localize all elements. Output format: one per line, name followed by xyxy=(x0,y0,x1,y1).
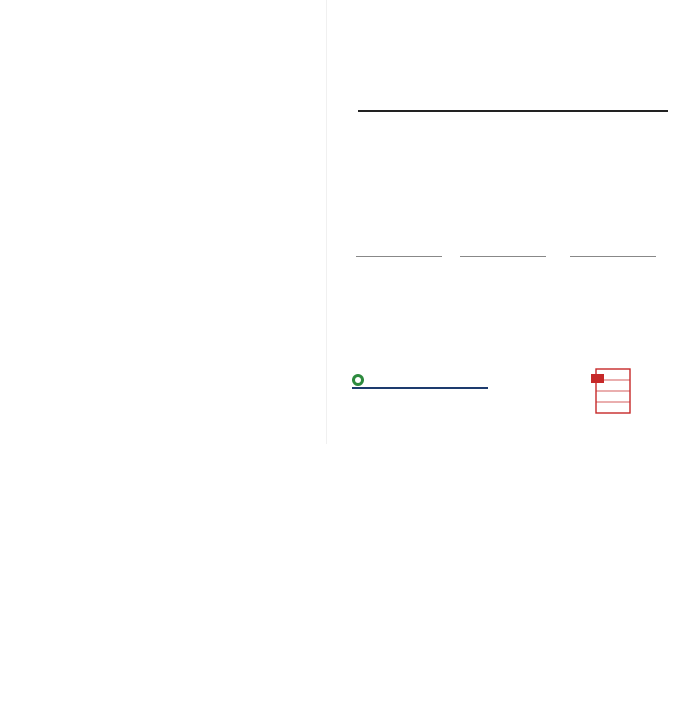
nzclta-logo xyxy=(588,366,638,426)
recipient-underline xyxy=(358,110,668,112)
left-panel xyxy=(0,0,326,444)
university-name xyxy=(352,387,488,389)
signature-line xyxy=(356,256,442,257)
confucius-institute-logo xyxy=(352,374,488,390)
nzclta-emblem-icon xyxy=(588,366,638,418)
signature-line xyxy=(460,256,546,257)
signatory-nora-yao xyxy=(356,256,442,275)
signatory-title xyxy=(360,269,686,713)
signatory-tian-huang xyxy=(570,256,656,275)
signature-line xyxy=(570,256,656,257)
signatory-fu-jiwei xyxy=(460,256,546,275)
confucius-mark-icon xyxy=(352,374,364,386)
certificate-panel xyxy=(326,0,700,444)
sponsor-logos xyxy=(326,366,700,430)
